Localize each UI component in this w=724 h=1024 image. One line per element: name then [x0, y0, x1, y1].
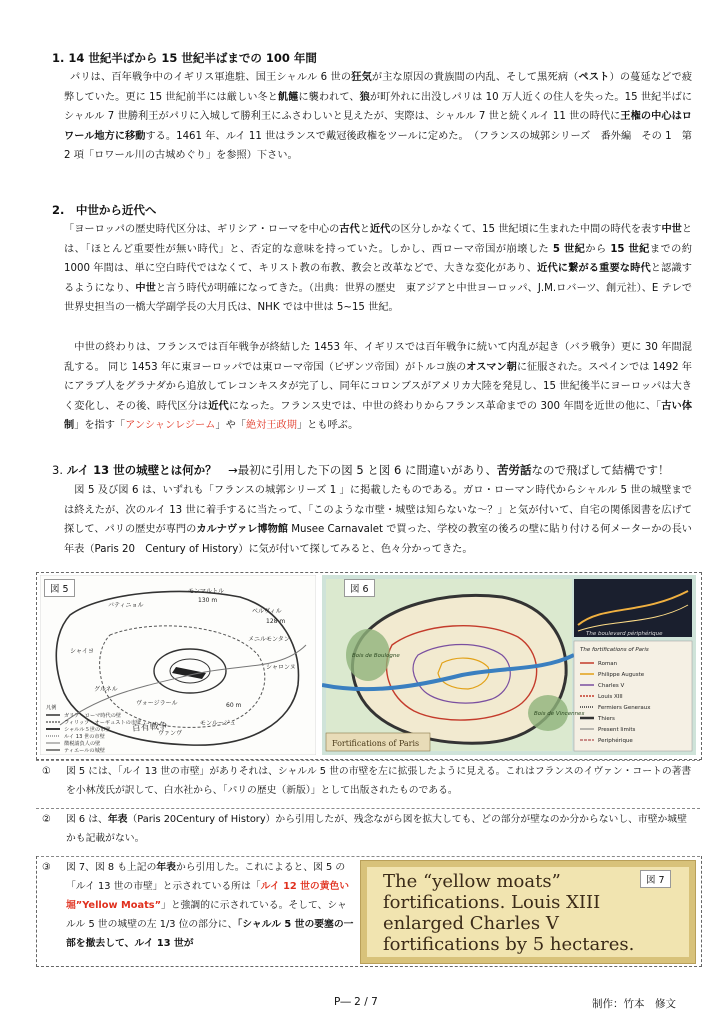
bold-text: 古い体制: [64, 400, 693, 432]
bold-text: 「シャルル 5 世の要塞の一部を撤去して、ルイ 13 世が: [66, 919, 354, 949]
fig6-legend-item: Charles V: [598, 683, 625, 689]
section3-paragraph: 図 5 及び図 6 は、いずれも「フランスの城郭シリーズ 1 」に掲載したものである。ガロ・ローマン時代からシャルル 5 世の城壁までは終えたが、次のルイ 13 世に着手するに当たって、「このような市壁・城壁は知らないな～？」と気が付いて、自宅の関係図書を広げて探して、パリの歴史が専門のカルナヴァレ博物館 Musee Carnavalet で買った、学校の教室の後ろの壁に貼り付ける何メーターかの長い年表（Paris 20 Century of History）に気が付いて探してみると、色々分かってきた。: [64, 485, 692, 555]
fig5-legend-item: ガリア・ローマ時代の壁: [64, 713, 122, 719]
fig6-legend-item: Present limits: [598, 727, 636, 733]
bold-text: 近代に繋がる重要な時代: [537, 263, 651, 275]
fig5-legend-item: 徴税請負人の壁: [64, 741, 101, 747]
fig6-legend-item: Fermiers Generaux: [598, 705, 651, 711]
fig5-legend-item: ティエールの城壁: [64, 748, 105, 754]
fig5-legend-item: ルイ 13 世の市壁: [64, 734, 105, 740]
fig5-label-montrouge: モンルージュ: [200, 720, 236, 727]
figure-6-label: 図 6: [344, 579, 375, 597]
fig5-legend-title: 凡例: [46, 705, 57, 711]
fig7-text-line: fortifications by 5 hectares.: [383, 934, 635, 955]
note-2: [36, 810, 700, 854]
bold-text: 5 世紀: [552, 243, 586, 255]
bold-text: 中世: [135, 282, 156, 294]
section3-title: 3. ルイ 13 世の城壁とは何か？ →最初に引用した下の図 5 と図 6 に間違いがあり、苦労話なので飛ばして結構です！: [52, 463, 670, 477]
fig5-label-altitude-60: 60 m: [226, 702, 242, 709]
fig6-label-bois-vincennes: Bois de Vincennes: [534, 711, 585, 717]
page-number: P― 2 / 7: [334, 996, 378, 1008]
fig7-text-line: enlarged Charles V: [383, 913, 559, 934]
fig5-handwritten-note: 百有戦争: [131, 721, 169, 734]
fig5-label-chaillot: シャイヨ: [70, 648, 94, 655]
bold-text: 苦労話: [496, 463, 532, 477]
fig5-label-vaugirard: ヴォージラール: [136, 700, 178, 707]
fig5-label-grenelle: グルネル: [94, 686, 118, 693]
note-3-text: 図 7、図 8 も上記の年表から引用した。これによると、図 5 の「ルイ 13 世の市壁」と示されている所は「ルイ 12 世の黄色い堀”Yellow Moats”」と強調的に示されている。そして、シャルル 5 世の城壁の左 1/3 位の部分に、「シャルル 5 世の要塞の一部を撤去して、ルイ 13 世が: [66, 862, 354, 949]
fig6-legend-item: Thiers: [598, 716, 615, 722]
note-2-number: ②: [42, 814, 51, 825]
note-row-1: [36, 760, 700, 761]
bold-text: 15 世紀: [610, 243, 650, 255]
bold-text: 年表: [107, 814, 128, 825]
fig5-label-menilmontant: メニルモンタン: [248, 636, 290, 643]
section1-title: 1. 14 世紀半ばから 15 世紀半ばまでの 100 年間: [52, 51, 317, 65]
fig5-label-belleville-alt: 128 m: [266, 618, 286, 625]
figure-7-label: 図 7: [640, 870, 671, 888]
fig5-legend-item: フィリップ・オーギュストの市壁: [64, 720, 142, 726]
section1-paragraph: パリは、百年戦争中のイギリス軍進駐、国王シャルル 6 世の狂気が主な原因の貴族間の内乱、そして黒死病（ペスト）の蔓延などで疲弊していた。更に 15 世紀前半には厳しい冬と飢饉に襲われて、狼が町外れに出没しパリは 10 万人近くの住人を失った。15 世紀半ばにシャルル 7 世勝利王がパリに入城して勝利王にふさわしいと見えたが、実際は、シャルル 7 世と続くルイ 11 世の時代に王権の中心はロワール地方に移動する。1461 年、ルイ 11 世はランスで戴冠後政権をツールに定めた。 （フランスの城郭シリーズ 番外編 その 1 第 2 項「ロワール川の古城めぐり」を参照）下さい。: [64, 72, 693, 162]
fig7-text-line: fortifications. Louis XIII: [383, 892, 601, 913]
figure-5-label: 図 5: [44, 579, 75, 597]
fig6-legend-item: Louis XIII: [598, 694, 623, 700]
section2-paragraph-2: 中世の終わりは、フランスでは百年戦争が終結した 1453 年、イギリスでは百年戦争に続いて内乱が起き（バラ戦争）更に 30 年間混乱する。 同じ 1453 年に東ヨーロッパでは東ローマ帝国（ビザンツ帝国）がトルコ族のオスマン朝に征服された。スペインでは 1492 年にアラブ人をグラナダから追放してレコンキスタが完了し、同年にコロンブスがアメリカ大陸を発見し、15 世紀後半にヨーロッパは大きく変化し、その後、時代区分は近代になった。フランス史では、中世の終わりからフランス革命までの 300 年間を近世の他に、「古い体制」を指す「アンシャンレジーム」や「絶対王政期」とも呼ぶ。: [64, 342, 693, 432]
fig5-label-montmartre-alt: 130 m: [198, 597, 218, 604]
fig5-label-belleville: ベルヴィル: [252, 608, 282, 615]
fig6-legend-item: Philippe Auguste: [598, 672, 645, 678]
fig6-bottom-label: Fortifications of Paris: [332, 739, 420, 748]
fig6-legend-item: Roman: [598, 661, 618, 667]
fig6-label-bois-boulogne: Bois de Boulogne: [352, 653, 400, 659]
section2-title: 2. 中世から近代へ: [52, 203, 157, 217]
figure-6-map: [322, 575, 696, 755]
fig6-legend-title: The fortifications of Paris: [580, 647, 649, 653]
section2-paragraph-1: 「ヨーロッパの歴史時代区分は、ギリシア・ローマを中心の古代と近代の区分しかなくて、15 世紀頃に生まれた中間の時代を表す中世とは、「ほとんど重要性が無い時代」と、否定的な意味を持っていた。しかし、西ローマ帝国が崩壊した 5 世紀から 15 世紀までの約 1000 年間は、単に空白時代ではなくて、キリスト教の布教、教会と改革などで、大きな変化があり、近代に繋がる重要な時代と認識するようになり、中世と言う時代が明確になってきた。（出典：世界の歴史 東アジアと中世ヨーロッパ、J.M.ロバーツ、創元社）、E テレで世界史担当の一橋大学副学長の大月氏は、NHK では中世は 5~15 世紀。: [64, 224, 693, 314]
bold-text: 古代: [339, 224, 360, 235]
bold-text: ペスト: [578, 72, 610, 83]
red-text: 絶対王政期: [246, 420, 297, 432]
fig7-text-line: The “yellow moats”: [383, 871, 561, 892]
fig5-legend-item: シャルル５世の市壁: [64, 727, 111, 733]
note-1-number: ①: [42, 766, 51, 777]
bold-text: 近代: [369, 224, 391, 235]
note-1-text: 図 5 には、「ルイ 13 世の市壁」がありそれは、シャルル 5 世の市壁を左に拡張したように見える。これはフランスのイヴァン・コートの著書を小林茂氏が訳して、白水社から、「パリの歴史（新版）」として出版されたものである。: [66, 766, 692, 796]
bold-text: カルナヴァレ博物館: [196, 524, 288, 536]
author-credit: 制作：竹本 修文: [592, 998, 676, 1010]
red-bold-text: ルイ 12 世の黄色い堀”Yellow Moats”: [66, 881, 350, 911]
red-text: アンシャンレジーム: [125, 420, 216, 432]
note-row-2: [36, 808, 700, 809]
bold-text: 近代: [208, 400, 229, 412]
note-1: [36, 762, 700, 806]
fig5-label-montmartre: モンマルトル: [188, 588, 225, 595]
fig6-inset-caption: The boulevard périphérique: [586, 631, 663, 637]
figure-5-map: [40, 575, 316, 755]
note-3-number: ③: [42, 862, 51, 873]
bold-text: ルイ 13 世の城壁とは何か？: [66, 463, 217, 477]
bold-text: 狼: [359, 91, 370, 103]
fig5-label-charonne: シャロンヌ: [266, 664, 296, 671]
bold-text: 王権の中心はロワール地方に移動: [64, 111, 692, 142]
bold-text: 年表: [156, 862, 176, 873]
fig5-label-vanves: ヴァンヴ: [158, 730, 182, 737]
note-2-text: 図 6 は、年表（Paris 20Century of History）から引用したが、残念ながら図を拡大しても、どの部分が壁なのか分からないし、市壁か城壁かも記載がない。: [66, 814, 687, 844]
bold-text: 狂気: [351, 72, 372, 83]
bold-text: 中世: [661, 224, 682, 235]
fig5-label-batignolles: バティニョル: [108, 602, 144, 609]
fig6-legend-item: Periphérique: [598, 738, 633, 744]
bold-text: オスマン朝: [466, 361, 517, 373]
bold-text: 飢饉: [277, 91, 299, 103]
